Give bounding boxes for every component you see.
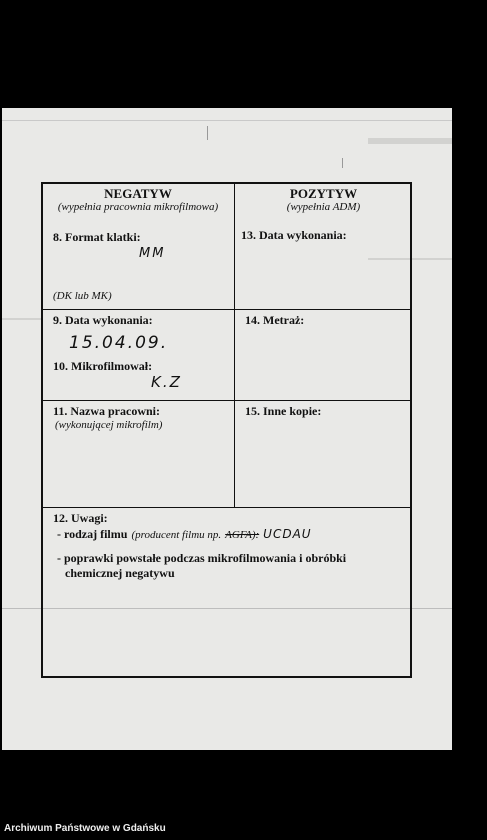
format-hint: (DK lub MK) xyxy=(53,290,112,302)
fixes-line-1: - poprawki powstałe podczas mikrofilmowania i obróbki xyxy=(57,551,347,565)
negatyw-title: NEGATYW xyxy=(104,186,172,201)
row-divider xyxy=(43,507,410,508)
format-label: 8. Format klatki: xyxy=(53,230,141,244)
film-type-line xyxy=(57,525,312,543)
column-divider xyxy=(234,184,235,507)
length-label: 14. Metraż: xyxy=(245,313,305,327)
fixes-line-2: chemicznej negatywu xyxy=(65,566,175,580)
scan-mark xyxy=(342,158,343,168)
format-value: MM xyxy=(139,246,166,261)
row-divider xyxy=(43,309,410,310)
microfilm-form xyxy=(41,182,412,678)
lab-label: 11. Nazwa pracowni: xyxy=(53,404,160,418)
remarks-label: 12. Uwagi: xyxy=(53,511,108,525)
film-type-prefix: - rodzaj filmu xyxy=(57,527,128,541)
copies-label: 15. Inne kopie: xyxy=(245,404,322,418)
pozytyw-subtitle: (wypełnia ADM) xyxy=(286,201,361,213)
negatyw-subtitle: (wypełnia pracownia mikrofilmowa) xyxy=(57,201,219,213)
scan-stripe xyxy=(2,318,42,320)
row-divider xyxy=(43,400,410,401)
film-type-hint: (producent filmu np. xyxy=(131,529,222,541)
negatyw-date-value: 15.04.09. xyxy=(69,333,169,353)
scan-mark xyxy=(207,126,208,140)
pozytyw-title: POZYTYW xyxy=(289,186,358,201)
scan-stripe xyxy=(368,138,452,144)
archive-footer: Archiwum Państwowe w Gdańsku xyxy=(4,823,166,834)
filmed-by-value: K.Z xyxy=(151,373,182,391)
pozytyw-date-label: 13. Data wykonania: xyxy=(241,228,347,242)
filmed-by-label: 10. Mikrofilmował: xyxy=(53,359,153,373)
film-type-value: UCDAU xyxy=(263,527,312,541)
lab-hint: (wykonującej mikrofilm) xyxy=(55,419,163,431)
negatyw-date-label: 9. Data wykonania: xyxy=(53,313,153,327)
film-type-struck: AGFA): xyxy=(225,529,260,541)
